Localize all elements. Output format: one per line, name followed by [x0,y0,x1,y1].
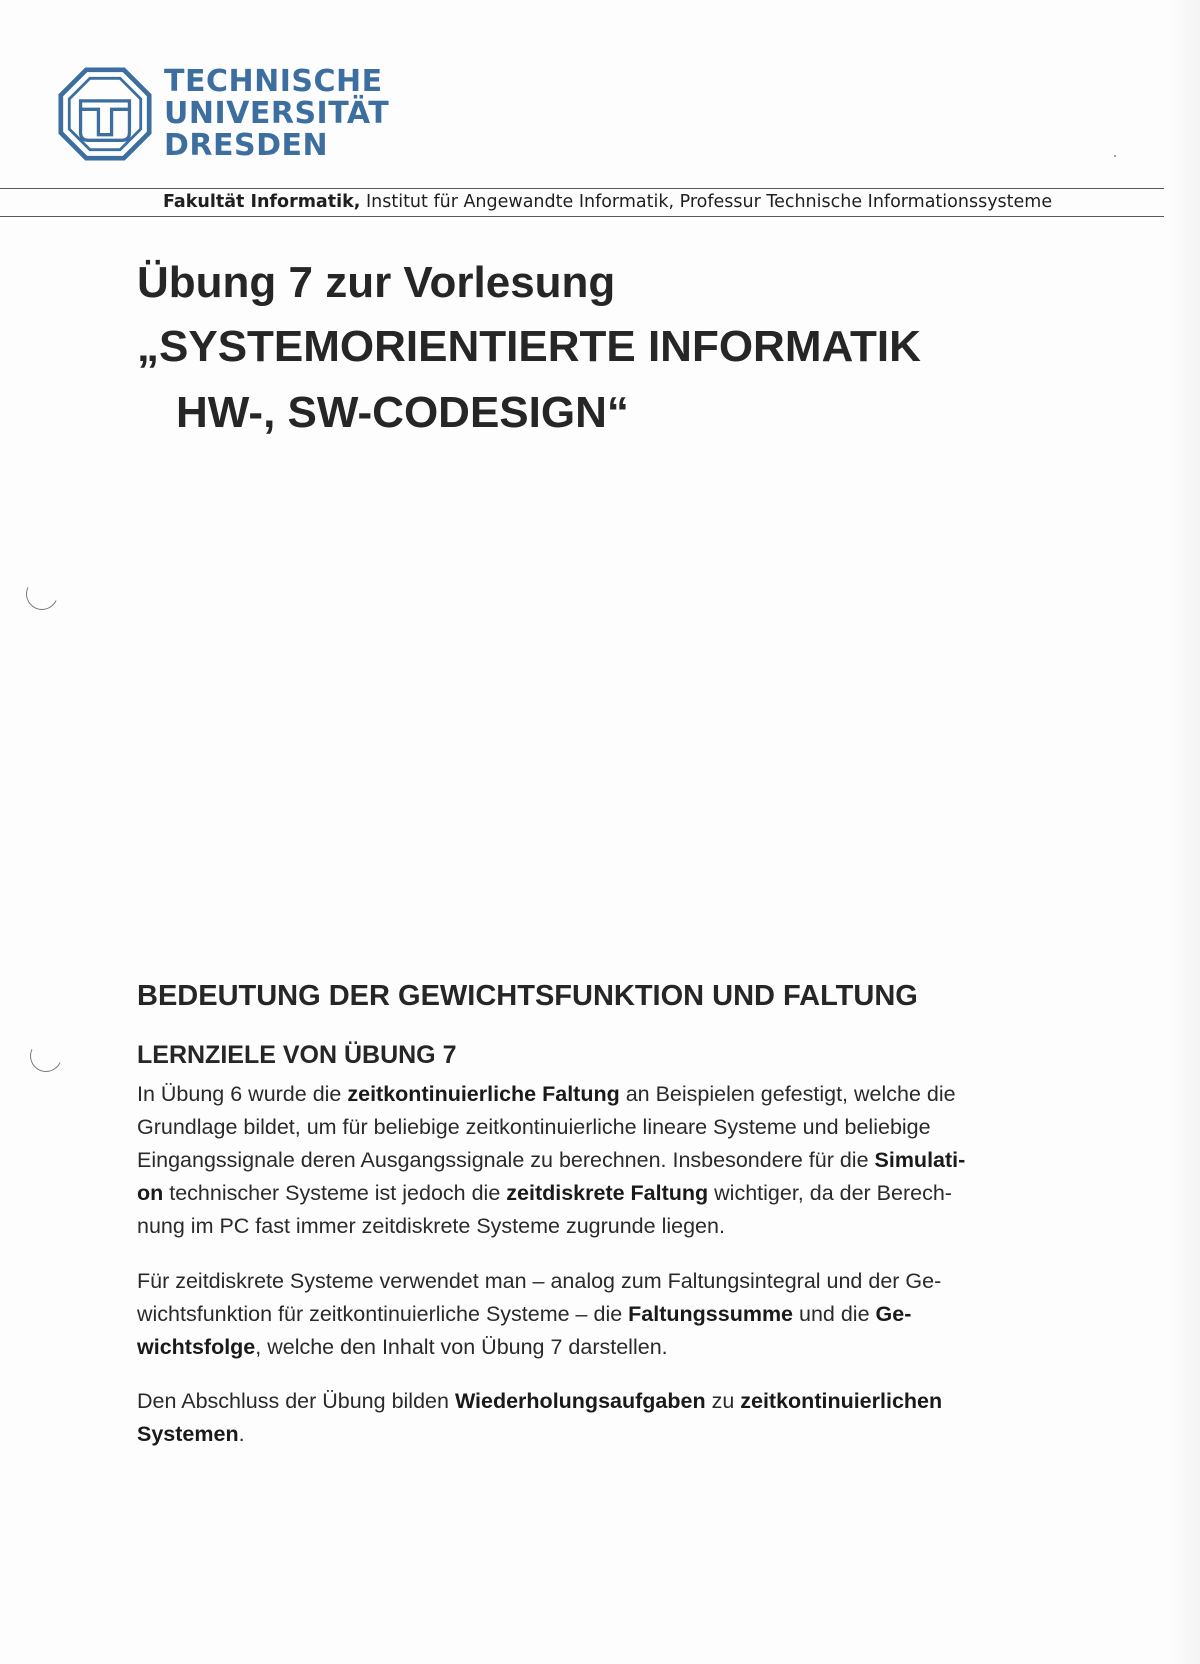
faculty-line [163,191,1052,213]
title-line-3: HW-, SW-CODESIGN“ [176,388,629,437]
emphasis-text: zeitkontinuierlichen [740,1389,943,1413]
emphasis-text: zeitdiskrete Faltung [506,1181,709,1205]
emphasis-text: Ge- [875,1302,912,1326]
paragraph-line [137,1298,1047,1331]
text-run: wichtsfunktion für zeitkontinuierliche Systeme – die [137,1302,629,1326]
emphasis-text: Systemen [137,1422,239,1446]
paragraph-line: Grundlage bildet, um für beliebige zeitkontinuierliche lineare Systeme und beliebige [137,1115,931,1139]
paragraph-line [137,1418,1047,1451]
emphasis-text: Faltungssumme [628,1302,794,1326]
paragraph-line [137,1177,1047,1210]
paragraph-line [137,1385,1047,1418]
university-logo [58,66,389,162]
tu-dresden-logo-icon [58,67,152,161]
paragraph-line [137,1078,1047,1111]
faculty-name: Fakultät Informatik, [163,192,361,212]
title-line-1: Übung 7 zur Vorlesung [137,258,616,307]
paragraph-line: Für zeitdiskrete Systeme verwendet man – analog zum Faltungsintegral und der Ge- [137,1269,942,1293]
emphasis-text: Simulati- [874,1148,966,1172]
emphasis-text: zeitkontinuierliche Faltung [347,1082,620,1106]
section-subheading: LERNZIELE VON ÜBUNG 7 [137,1041,457,1069]
emphasis-text: Wiederholungsaufgaben [454,1389,706,1413]
text-run: technischer Systeme ist jedoch die [163,1181,507,1205]
university-name [164,66,389,162]
university-name-line1: TECHNISCHE [164,64,383,99]
paragraph-line: nung im PC fast immer zeitdiskrete Systeme zugrunde liegen. [137,1214,725,1238]
header-rule-bottom [0,216,1164,217]
university-name-line3: DRESDEN [164,128,329,163]
scan-speck [1114,155,1116,157]
text-run: , welche den Inhalt von Übung 7 darstellen. [255,1335,668,1359]
text-run: wichtiger, da der Berech- [708,1181,952,1205]
text-run: an Beispielen gefestigt, welche die [619,1082,956,1106]
university-name-line2: UNIVERSITÄT [164,96,390,131]
section-heading: BEDEUTUNG DER GEWICHTSFUNKTION UND FALTUNG [137,980,918,1012]
punch-hole-mark [21,573,62,614]
paragraph-2 [137,1265,1047,1364]
institute-name: Institut für Angewandte Informatik, Professur Technische Informationssysteme [360,192,1053,212]
text-run: zu [705,1389,741,1413]
text-run: Den Abschluss der Übung bilden [137,1389,455,1413]
paragraph-line [137,1331,1047,1364]
text-run: In Übung 6 wurde die [137,1082,348,1106]
paragraph-1 [137,1078,1047,1243]
emphasis-text: on [137,1181,164,1205]
text-run: . [238,1422,245,1446]
text-run: Eingangssignale deren Ausgangssignale zu berechnen. Insbesondere für die [137,1148,875,1172]
scan-edge-shadow [1170,0,1200,1664]
paragraph-line [137,1144,1047,1177]
emphasis-text: wichtsfolge [137,1335,256,1359]
title-line-2: „SYSTEMORIENTIERTE INFORMATIK [137,322,921,371]
punch-hole-mark [25,1035,66,1076]
header-rule-top [0,188,1164,189]
paragraph-3 [137,1385,1047,1451]
text-run: und die [793,1302,876,1326]
